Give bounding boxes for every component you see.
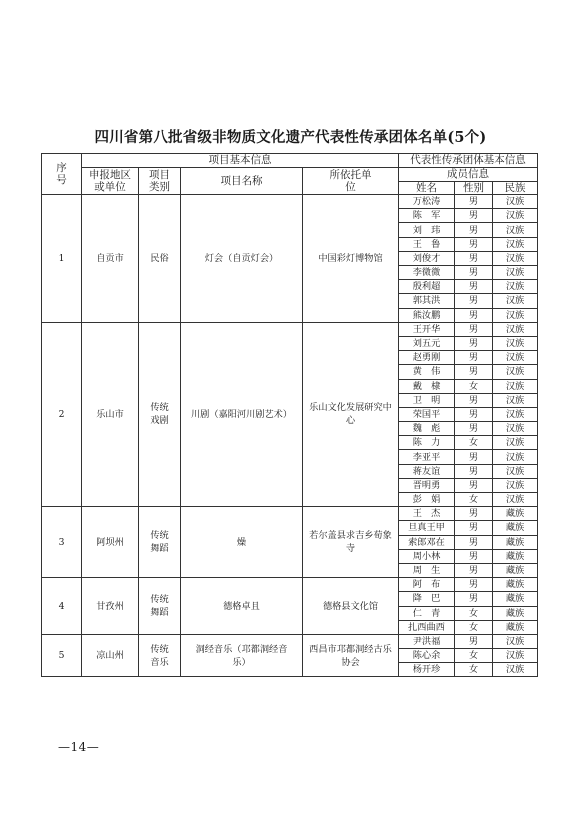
project-name-header: 项目名称 (181, 168, 303, 195)
member-gender: 男 (455, 407, 493, 421)
project-cell: 灯会（自贡灯会） (181, 195, 303, 323)
member-gender: 女 (455, 620, 493, 634)
member-name: 魏 彪 (399, 422, 455, 436)
member-name: 索郎邓在 (399, 535, 455, 549)
category-cell: 传统音乐 (139, 634, 181, 677)
member-gender: 男 (455, 563, 493, 577)
member-name: 周 生 (399, 563, 455, 577)
unit-header: 所依托单位 (303, 168, 399, 195)
category-cell: 民俗 (139, 195, 181, 323)
member-ethnicity: 汉族 (493, 493, 538, 507)
member-ethnicity: 藏族 (493, 507, 538, 521)
project-cell: 德格卓且 (181, 578, 303, 635)
member-gender: 男 (455, 634, 493, 648)
unit-cell: 中国彩灯博物馆 (303, 195, 399, 323)
member-name: 彭 娟 (399, 493, 455, 507)
member-gender: 男 (455, 336, 493, 350)
member-name: 万松涛 (399, 195, 455, 209)
member-gender: 女 (455, 606, 493, 620)
member-name: 李微微 (399, 266, 455, 280)
member-ethnicity: 汉族 (493, 464, 538, 478)
member-gender: 男 (455, 322, 493, 336)
member-name: 扎西曲西 (399, 620, 455, 634)
member-name: 蒋友谊 (399, 464, 455, 478)
member-name: 阿 布 (399, 578, 455, 592)
unit-cell: 乐山文化发展研究中心 (303, 322, 399, 506)
member-ethnicity: 汉族 (493, 294, 538, 308)
member-ethnicity: 汉族 (493, 209, 538, 223)
project-cell: 洞经音乐（邛都洞经音乐） (181, 634, 303, 677)
project-info-header: 项目基本信息 (82, 154, 399, 168)
member-ethnicity: 汉族 (493, 436, 538, 450)
category-cell: 传统戏剧 (139, 322, 181, 506)
region-cell: 阿坝州 (82, 507, 139, 578)
seq-cell: 3 (42, 507, 82, 578)
member-gender: 男 (455, 578, 493, 592)
member-ethnicity: 汉族 (493, 237, 538, 251)
seq-cell: 4 (42, 578, 82, 635)
member-gender: 男 (455, 294, 493, 308)
unit-cell: 西昌市邛都洞经古乐协会 (303, 634, 399, 677)
member-name: 黄 伟 (399, 365, 455, 379)
member-gender: 男 (455, 209, 493, 223)
region-cell: 自贡市 (82, 195, 139, 323)
member-name: 陈心余 (399, 649, 455, 663)
ethnicity-header: 民族 (493, 182, 538, 195)
table-row (42, 578, 538, 592)
member-ethnicity: 汉族 (493, 649, 538, 663)
member-ethnicity: 汉族 (493, 379, 538, 393)
region-cell: 凉山州 (82, 634, 139, 677)
members-info-header: 成员信息 (399, 168, 538, 182)
page-number: —14— (58, 740, 100, 754)
member-name: 陈 力 (399, 436, 455, 450)
member-name: 赵勇刚 (399, 351, 455, 365)
member-name: 卫 明 (399, 393, 455, 407)
name-header: 姓名 (399, 182, 455, 195)
category-header: 项目类别 (139, 168, 181, 195)
project-cell: 川剧（嘉阳河川剧艺术） (181, 322, 303, 506)
member-name: 李亚平 (399, 450, 455, 464)
member-name: 殷利超 (399, 280, 455, 294)
member-gender: 男 (455, 195, 493, 209)
member-ethnicity: 汉族 (493, 266, 538, 280)
member-ethnicity: 汉族 (493, 422, 538, 436)
seq-cell: 1 (42, 195, 82, 323)
member-gender: 男 (455, 351, 493, 365)
member-ethnicity: 藏族 (493, 606, 538, 620)
member-ethnicity: 汉族 (493, 407, 538, 421)
member-gender: 男 (455, 450, 493, 464)
member-name: 尹洪福 (399, 634, 455, 648)
member-name: 周小林 (399, 549, 455, 563)
member-gender: 男 (455, 549, 493, 563)
member-ethnicity: 汉族 (493, 393, 538, 407)
member-gender: 女 (455, 379, 493, 393)
member-ethnicity: 藏族 (493, 549, 538, 563)
member-name: 戴 棣 (399, 379, 455, 393)
member-name: 熊汝鹏 (399, 308, 455, 322)
member-name: 郭其洪 (399, 294, 455, 308)
member-name: 刘五元 (399, 336, 455, 350)
member-gender: 女 (455, 649, 493, 663)
member-gender: 男 (455, 478, 493, 492)
member-name: 仁 青 (399, 606, 455, 620)
member-ethnicity: 藏族 (493, 578, 538, 592)
category-cell: 传统舞蹈 (139, 578, 181, 635)
member-name: 荣国平 (399, 407, 455, 421)
member-gender: 男 (455, 237, 493, 251)
member-gender: 男 (455, 266, 493, 280)
category-cell: 传统舞蹈 (139, 507, 181, 578)
member-gender: 男 (455, 251, 493, 265)
member-gender: 男 (455, 365, 493, 379)
member-ethnicity: 藏族 (493, 592, 538, 606)
member-name: 王 杰 (399, 507, 455, 521)
member-gender: 女 (455, 493, 493, 507)
member-ethnicity: 汉族 (493, 280, 538, 294)
seq-cell: 2 (42, 322, 82, 506)
gender-header: 性别 (455, 182, 493, 195)
member-ethnicity: 藏族 (493, 620, 538, 634)
table-row (42, 634, 538, 648)
roster-table (41, 153, 538, 677)
member-gender: 女 (455, 436, 493, 450)
member-ethnicity: 藏族 (493, 535, 538, 549)
member-ethnicity: 汉族 (493, 450, 538, 464)
member-ethnicity: 汉族 (493, 336, 538, 350)
member-name: 杨开珍 (399, 663, 455, 677)
member-ethnicity: 汉族 (493, 351, 538, 365)
page-title: 四川省第八批省级非物质文化遗产代表性传承团体名单(5个) (94, 129, 487, 146)
member-ethnicity: 汉族 (493, 663, 538, 677)
roster-body (42, 195, 538, 677)
unit-cell: 若尔盖县求吉乡荀象寺 (303, 507, 399, 578)
member-gender: 男 (455, 422, 493, 436)
unit-cell: 德格县文化馆 (303, 578, 399, 635)
member-gender: 男 (455, 464, 493, 478)
region-cell: 甘孜州 (82, 578, 139, 635)
member-gender: 男 (455, 393, 493, 407)
member-gender: 男 (455, 507, 493, 521)
member-gender: 男 (455, 223, 493, 237)
region-cell: 乐山市 (82, 322, 139, 506)
member-gender: 男 (455, 308, 493, 322)
member-gender: 男 (455, 592, 493, 606)
member-name: 刘俊才 (399, 251, 455, 265)
region-header: 申报地区或单位 (82, 168, 139, 195)
member-ethnicity: 汉族 (493, 634, 538, 648)
member-ethnicity: 汉族 (493, 251, 538, 265)
member-ethnicity: 汉族 (493, 322, 538, 336)
member-name: 王开华 (399, 322, 455, 336)
member-gender: 男 (455, 535, 493, 549)
seq-cell: 5 (42, 634, 82, 677)
member-gender: 男 (455, 521, 493, 535)
member-ethnicity: 汉族 (493, 223, 538, 237)
project-cell: 燥 (181, 507, 303, 578)
member-ethnicity: 汉族 (493, 365, 538, 379)
member-ethnicity: 汉族 (493, 308, 538, 322)
member-name: 陈 军 (399, 209, 455, 223)
member-name: 王 鲁 (399, 237, 455, 251)
member-name: 降 巴 (399, 592, 455, 606)
member-ethnicity: 汉族 (493, 195, 538, 209)
table-row (42, 507, 538, 521)
member-gender: 男 (455, 280, 493, 294)
seq-header: 序号 (42, 154, 82, 195)
table-row (42, 195, 538, 209)
member-ethnicity: 汉族 (493, 478, 538, 492)
member-name: 晋明勇 (399, 478, 455, 492)
member-name: 旦真王甲 (399, 521, 455, 535)
member-gender: 女 (455, 663, 493, 677)
member-name: 刘 玮 (399, 223, 455, 237)
table-row (42, 322, 538, 336)
group-info-header: 代表性传承团体基本信息 (399, 154, 538, 168)
member-ethnicity: 藏族 (493, 563, 538, 577)
member-ethnicity: 藏族 (493, 521, 538, 535)
